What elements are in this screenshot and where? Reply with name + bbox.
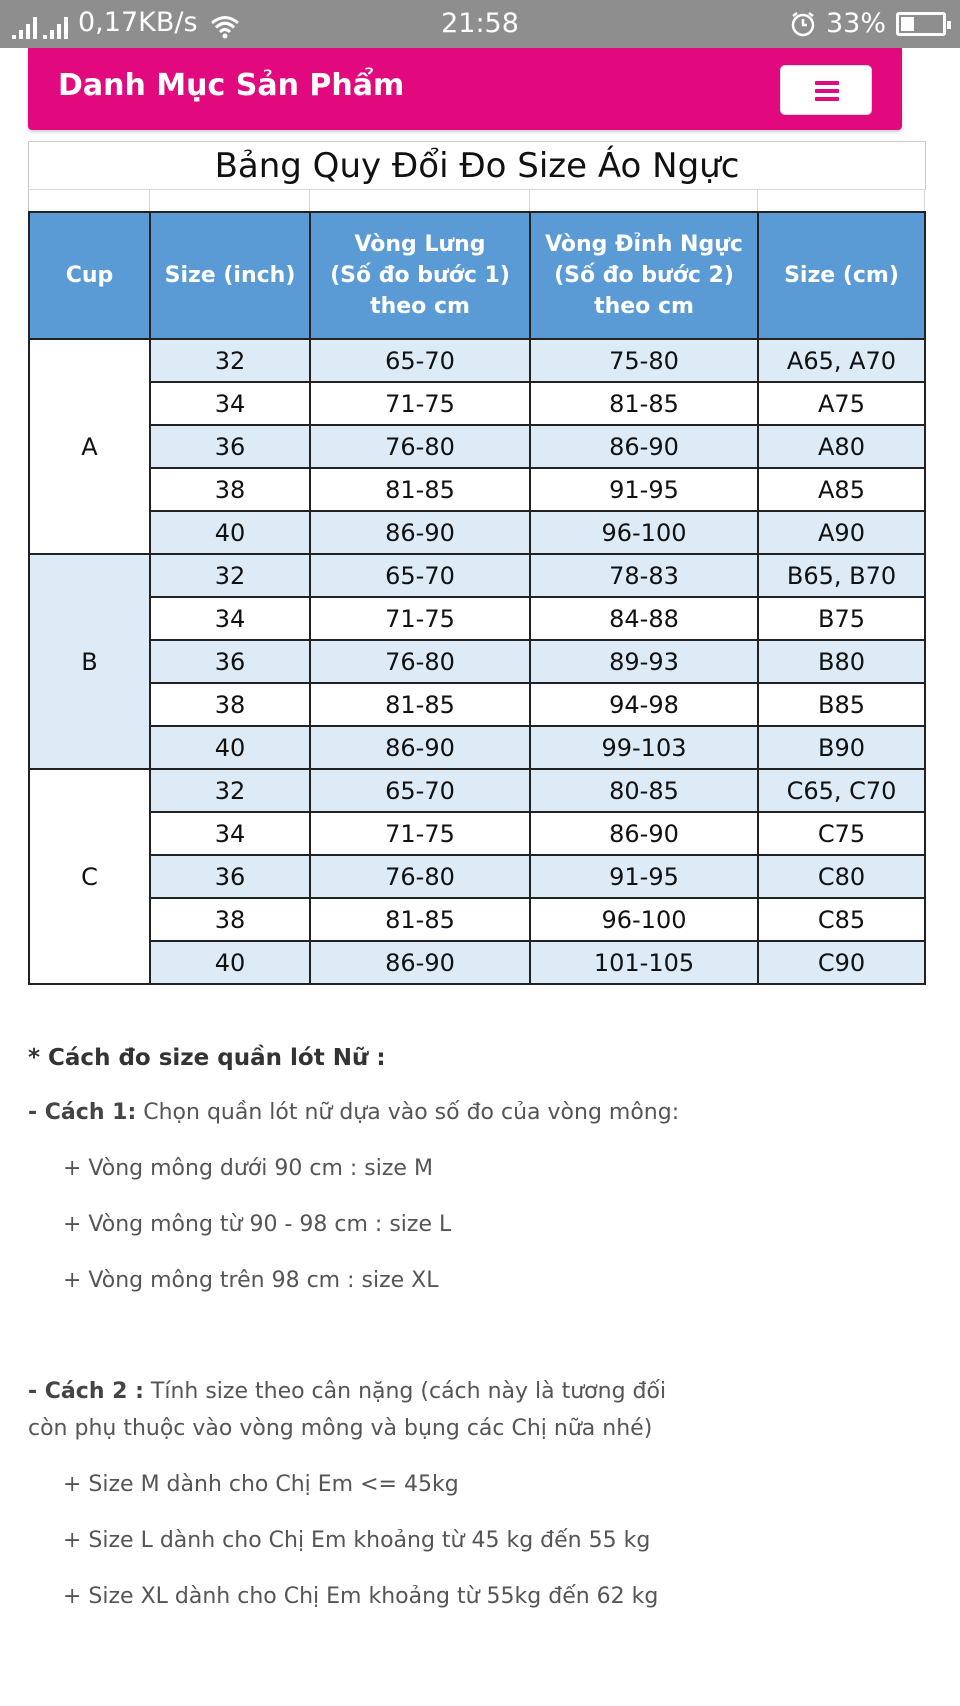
table-row <box>29 812 925 855</box>
table-row <box>29 425 925 468</box>
table-row <box>29 683 925 726</box>
table-cell: 65-70 <box>310 554 530 597</box>
method1-label: - Cách 1: <box>28 1100 137 1125</box>
column-header: Vòng Đỉnh Ngực (Số đo bước 2) theo cm <box>530 212 758 339</box>
table-cell: 78-83 <box>530 554 758 597</box>
table-row <box>29 339 925 382</box>
table-row <box>29 898 925 941</box>
table-cell: 32 <box>150 769 310 812</box>
category-header <box>28 48 902 130</box>
size-chart <box>28 141 926 985</box>
alarm-icon <box>790 11 816 37</box>
table-cell: 65-70 <box>310 769 530 812</box>
table-cell: B80 <box>758 640 925 683</box>
table-cell: 81-85 <box>310 468 530 511</box>
method1-line <box>28 1100 679 1125</box>
method1-item: + Vòng mông dưới 90 cm : size M <box>63 1156 433 1181</box>
hamburger-icon-line <box>815 97 839 101</box>
table-header-row <box>29 212 925 339</box>
table-cell: A75 <box>758 382 925 425</box>
method2-text: Tính size theo cân nặng (cách này là tương đối <box>143 1379 667 1404</box>
table-cell: A90 <box>758 511 925 554</box>
table-cell: C75 <box>758 812 925 855</box>
table-row <box>29 511 925 554</box>
table-cell: 84-88 <box>530 597 758 640</box>
table-cell: 40 <box>150 726 310 769</box>
guide-heading: * Cách đo size quần lót Nữ : <box>28 1045 386 1071</box>
table-cell: 34 <box>150 382 310 425</box>
table-cell: C80 <box>758 855 925 898</box>
table-cell: 38 <box>150 898 310 941</box>
table-cell: A65, A70 <box>758 339 925 382</box>
table-cell: 96-100 <box>530 511 758 554</box>
table-cell: 40 <box>150 941 310 984</box>
table-cell: 76-80 <box>310 855 530 898</box>
table-cell: 86-90 <box>310 726 530 769</box>
cup-cell: C <box>29 769 150 984</box>
table-title: Bảng Quy Đổi Đo Size Áo Ngực <box>28 141 926 189</box>
table-cell: C85 <box>758 898 925 941</box>
table-cell: 80-85 <box>530 769 758 812</box>
table-row <box>29 769 925 812</box>
table-cell: 81-85 <box>530 382 758 425</box>
table-cell: 38 <box>150 468 310 511</box>
table-cell: 36 <box>150 855 310 898</box>
table-cell: 91-95 <box>530 855 758 898</box>
table-cell: A85 <box>758 468 925 511</box>
table-row <box>29 597 925 640</box>
table-cell: B65, B70 <box>758 554 925 597</box>
table-row <box>29 382 925 425</box>
table-cell: 86-90 <box>310 941 530 984</box>
table-cell: 86-90 <box>310 511 530 554</box>
size-table <box>28 211 926 985</box>
table-cell: B90 <box>758 726 925 769</box>
column-header: Size (cm) <box>758 212 925 339</box>
method1-item: + Vòng mông trên 98 cm : size XL <box>63 1268 439 1293</box>
status-bar <box>0 0 960 48</box>
table-cell: 81-85 <box>310 898 530 941</box>
method2-label: - Cách 2 : <box>28 1379 144 1404</box>
table-row <box>29 941 925 984</box>
hamburger-icon-line <box>815 81 839 85</box>
battery-percent: 33% <box>825 8 886 39</box>
network-speed: 0,17KB/s <box>78 7 198 38</box>
page-title: Danh Mục Sản Phẩm <box>58 68 405 103</box>
menu-button[interactable] <box>780 65 872 115</box>
battery-icon <box>896 12 946 36</box>
method2-item: + Size L dành cho Chị Em khoảng từ 45 kg đến 55 kg <box>63 1528 651 1553</box>
column-header: Vòng Lưng (Số đo bước 1) theo cm <box>310 212 530 339</box>
table-cell: 32 <box>150 339 310 382</box>
method1-item: + Vòng mông từ 90 - 98 cm : size L <box>63 1212 452 1237</box>
table-row <box>29 554 925 597</box>
method1-text: Chọn quần lót nữ dựa vào số đo của vòng mông: <box>136 1100 680 1125</box>
table-cell: 81-85 <box>310 683 530 726</box>
column-header: Size (inch) <box>150 212 310 339</box>
clock: 21:58 <box>441 8 519 39</box>
status-right <box>790 7 946 41</box>
method2-item: + Size M dành cho Chị Em <= 45kg <box>63 1472 459 1497</box>
table-row <box>29 640 925 683</box>
table-cell: A80 <box>758 425 925 468</box>
table-cell: B85 <box>758 683 925 726</box>
table-cell: 71-75 <box>310 597 530 640</box>
table-cell: C65, C70 <box>758 769 925 812</box>
table-cell: 34 <box>150 812 310 855</box>
method2-text-cont: còn phụ thuộc vào vòng mông và bụng các Chị nữa nhé) <box>28 1416 653 1441</box>
table-cell: C90 <box>758 941 925 984</box>
table-cell: 76-80 <box>310 640 530 683</box>
table-cell: 101-105 <box>530 941 758 984</box>
table-cell: 75-80 <box>530 339 758 382</box>
table-cell: 34 <box>150 597 310 640</box>
spacer-row <box>28 189 926 211</box>
table-cell: B75 <box>758 597 925 640</box>
table-cell: 89-93 <box>530 640 758 683</box>
method2-item: + Size XL dành cho Chị Em khoảng từ 55kg đến 62 kg <box>63 1584 659 1609</box>
table-row <box>29 726 925 769</box>
table-cell: 40 <box>150 511 310 554</box>
table-cell: 86-90 <box>530 425 758 468</box>
table-cell: 71-75 <box>310 382 530 425</box>
table-cell: 71-75 <box>310 812 530 855</box>
table-cell: 36 <box>150 640 310 683</box>
table-cell: 94-98 <box>530 683 758 726</box>
hamburger-icon-line <box>815 89 839 93</box>
table-cell: 99-103 <box>530 726 758 769</box>
table-cell: 86-90 <box>530 812 758 855</box>
column-header: Cup <box>29 212 150 339</box>
table-cell: 76-80 <box>310 425 530 468</box>
table-cell: 91-95 <box>530 468 758 511</box>
table-cell: 36 <box>150 425 310 468</box>
table-row <box>29 855 925 898</box>
table-cell: 96-100 <box>530 898 758 941</box>
cup-cell: A <box>29 339 150 554</box>
method2-line <box>28 1379 666 1404</box>
table-cell: 38 <box>150 683 310 726</box>
table-row <box>29 468 925 511</box>
table-cell: 65-70 <box>310 339 530 382</box>
table-cell: 32 <box>150 554 310 597</box>
cup-cell: B <box>29 554 150 769</box>
